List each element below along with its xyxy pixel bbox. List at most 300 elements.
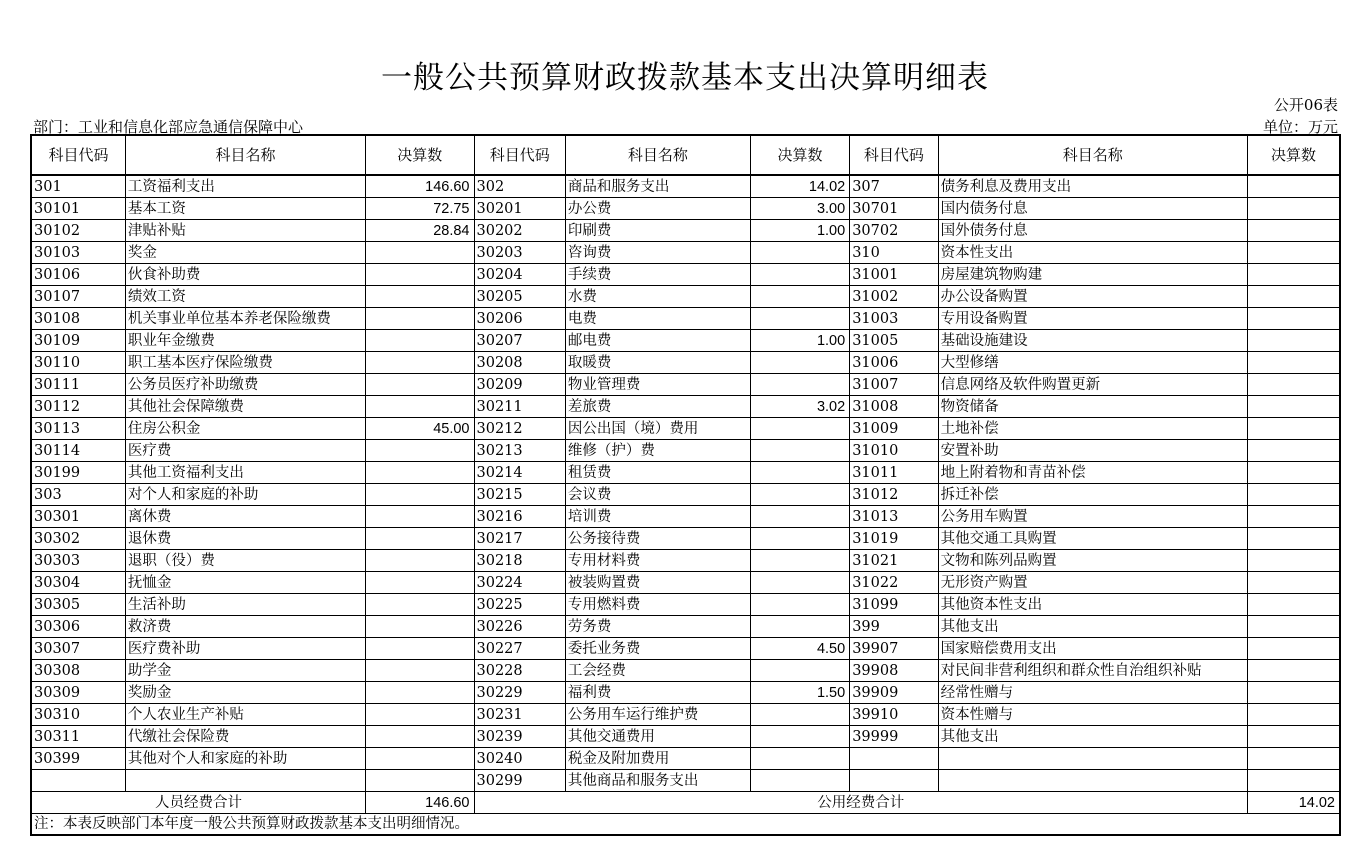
name-cell-2: 邮电费: [565, 330, 750, 352]
amount-cell-2: [750, 726, 849, 748]
amount-cell-2: [750, 484, 849, 506]
name-cell-3: 专用设备购置: [938, 308, 1247, 330]
code-cell-1: 30110: [31, 352, 125, 374]
amount-cell-1: [366, 308, 474, 330]
name-cell-3: 公务用车购置: [938, 506, 1247, 528]
code-cell-1: 30306: [31, 616, 125, 638]
name-cell-1: 代缴社会保险费: [125, 726, 365, 748]
personnel-total-label: 人员经费合计: [31, 792, 366, 814]
name-cell-1: 住房公积金: [125, 418, 365, 440]
name-cell-1: 其他对个人和家庭的补助: [125, 748, 365, 770]
name-cell-2: 其他交通费用: [565, 726, 750, 748]
code-cell-2: 30208: [474, 352, 565, 374]
amount-cell-3: [1248, 330, 1341, 352]
amount-cell-1: [366, 374, 474, 396]
amount-cell-1: [366, 594, 474, 616]
code-cell-3: 31013: [850, 506, 938, 528]
code-cell-1: 30308: [31, 660, 125, 682]
code-cell-2: 30216: [474, 506, 565, 528]
name-cell-2: 差旅费: [565, 396, 750, 418]
name-cell-3: 大型修缮: [938, 352, 1247, 374]
header-code-1: 科目代码: [31, 135, 125, 175]
name-cell-1: 绩效工资: [125, 286, 365, 308]
code-cell-3: 31010: [850, 440, 938, 462]
table-row: [31, 528, 1340, 550]
note-row: [31, 814, 1340, 836]
amount-cell-2: [750, 462, 849, 484]
amount-cell-1: [366, 704, 474, 726]
name-cell-3: 其他资本性支出: [938, 594, 1247, 616]
name-cell-2: 税金及附加费用: [565, 748, 750, 770]
header-name-3: 科目名称: [938, 135, 1247, 175]
code-cell-2: 30217: [474, 528, 565, 550]
code-cell-1: 30111: [31, 374, 125, 396]
code-cell-3: 39908: [850, 660, 938, 682]
name-cell-1: 离休费: [125, 506, 365, 528]
code-cell-2: 30206: [474, 308, 565, 330]
amount-cell-1: [366, 660, 474, 682]
table-row: [31, 198, 1340, 220]
name-cell-2: 商品和服务支出: [565, 175, 750, 198]
code-cell-2: 30239: [474, 726, 565, 748]
amount-cell-2: [750, 616, 849, 638]
table-row: [31, 242, 1340, 264]
amount-cell-3: [1248, 726, 1341, 748]
amount-cell-1: 45.00: [366, 418, 474, 440]
table-row: [31, 330, 1340, 352]
code-cell-3: 310: [850, 242, 938, 264]
name-cell-2: 电费: [565, 308, 750, 330]
table-row: [31, 374, 1340, 396]
code-cell-1: 30114: [31, 440, 125, 462]
amount-cell-1: [366, 550, 474, 572]
table-row: [31, 440, 1340, 462]
amount-cell-3: [1248, 616, 1341, 638]
name-cell-1: 退职（役）费: [125, 550, 365, 572]
name-cell-1: 职业年金缴费: [125, 330, 365, 352]
table-row: [31, 594, 1340, 616]
amount-cell-1: [366, 440, 474, 462]
amount-cell-3: [1248, 220, 1341, 242]
name-cell-1: 奖金: [125, 242, 365, 264]
amount-cell-2: [750, 748, 849, 770]
name-cell-1: 退休费: [125, 528, 365, 550]
code-cell-1: 30302: [31, 528, 125, 550]
department-label: 部门：工业和信息化部应急通信保障中心: [33, 118, 304, 136]
amount-cell-3: [1248, 198, 1341, 220]
code-cell-2: 30229: [474, 682, 565, 704]
table-row: [31, 484, 1340, 506]
amount-cell-3: [1248, 638, 1341, 660]
page-title: 一般公共预算财政拨款基本支出决算明细表: [381, 60, 989, 96]
code-cell-2: 30225: [474, 594, 565, 616]
amount-cell-3: [1248, 682, 1341, 704]
code-cell-2: 30228: [474, 660, 565, 682]
name-cell-2: 办公费: [565, 198, 750, 220]
personnel-total-value: 146.60: [366, 792, 474, 814]
name-cell-2: 因公出国（境）费用: [565, 418, 750, 440]
name-cell-3: 对民间非营利组织和群众性自治组织补贴: [938, 660, 1247, 682]
name-cell-3: [938, 770, 1247, 792]
name-cell-1: 工资福利支出: [125, 175, 365, 198]
code-cell-1: 30304: [31, 572, 125, 594]
amount-cell-1: [366, 638, 474, 660]
name-cell-1: 公务员医疗补助缴费: [125, 374, 365, 396]
name-cell-1: 对个人和家庭的补助: [125, 484, 365, 506]
amount-cell-3: [1248, 528, 1341, 550]
name-cell-1: 其他工资福利支出: [125, 462, 365, 484]
name-cell-1: 个人农业生产补贴: [125, 704, 365, 726]
code-cell-2: 30209: [474, 374, 565, 396]
name-cell-3: 信息网络及软件购置更新: [938, 374, 1247, 396]
name-cell-3: 国家赔偿费用支出: [938, 638, 1247, 660]
header-code-3: 科目代码: [850, 135, 938, 175]
header-amount-1: 决算数: [366, 135, 474, 175]
name-cell-3: 土地补偿: [938, 418, 1247, 440]
amount-cell-1: [366, 616, 474, 638]
amount-cell-3: [1248, 462, 1341, 484]
amount-cell-2: [750, 352, 849, 374]
name-cell-2: 租赁费: [565, 462, 750, 484]
amount-cell-2: 4.50: [750, 638, 849, 660]
amount-cell-2: [750, 528, 849, 550]
table-row: [31, 220, 1340, 242]
name-cell-2: 手续费: [565, 264, 750, 286]
name-cell-1: 伙食补助费: [125, 264, 365, 286]
code-cell-3: 30702: [850, 220, 938, 242]
code-cell-2: 30227: [474, 638, 565, 660]
code-cell-1: 301: [31, 175, 125, 198]
table-row: [31, 550, 1340, 572]
code-cell-2: 30203: [474, 242, 565, 264]
code-cell-1: 30305: [31, 594, 125, 616]
amount-cell-1: [366, 528, 474, 550]
table-body: [31, 175, 1340, 792]
amount-cell-1: 146.60: [366, 175, 474, 198]
name-cell-3: 经常性赠与: [938, 682, 1247, 704]
amount-cell-3: [1248, 374, 1341, 396]
code-cell-1: [31, 770, 125, 792]
code-cell-3: 31009: [850, 418, 938, 440]
code-cell-1: 30106: [31, 264, 125, 286]
name-cell-3: 国内债务付息: [938, 198, 1247, 220]
amount-cell-2: [750, 242, 849, 264]
name-cell-2: 公务用车运行维护费: [565, 704, 750, 726]
amount-cell-2: 3.00: [750, 198, 849, 220]
amount-cell-1: [366, 506, 474, 528]
code-cell-3: 31002: [850, 286, 938, 308]
code-cell-3: 399: [850, 616, 938, 638]
name-cell-3: 基础设施建设: [938, 330, 1247, 352]
amount-cell-3: [1248, 418, 1341, 440]
code-cell-2: 30212: [474, 418, 565, 440]
amount-cell-1: [366, 770, 474, 792]
name-cell-1: 津贴补贴: [125, 220, 365, 242]
amount-cell-2: [750, 264, 849, 286]
code-cell-1: 30113: [31, 418, 125, 440]
name-cell-3: 资本性赠与: [938, 704, 1247, 726]
table-row: [31, 506, 1340, 528]
code-cell-3: 31019: [850, 528, 938, 550]
table-row: [31, 286, 1340, 308]
code-cell-1: 30199: [31, 462, 125, 484]
amount-cell-1: [366, 462, 474, 484]
name-cell-2: 专用燃料费: [565, 594, 750, 616]
amount-cell-1: [366, 682, 474, 704]
code-cell-2: 30202: [474, 220, 565, 242]
amount-cell-2: [750, 308, 849, 330]
amount-cell-3: [1248, 175, 1341, 198]
code-cell-1: 30102: [31, 220, 125, 242]
code-cell-2: 30224: [474, 572, 565, 594]
amount-cell-2: 1.00: [750, 330, 849, 352]
code-cell-1: 30399: [31, 748, 125, 770]
amount-cell-1: 72.75: [366, 198, 474, 220]
header-code-2: 科目代码: [474, 135, 565, 175]
form-number: 公开06表: [1273, 96, 1338, 114]
name-cell-1: 其他社会保障缴费: [125, 396, 365, 418]
name-cell-3: 资本性支出: [938, 242, 1247, 264]
name-cell-1: 抚恤金: [125, 572, 365, 594]
name-cell-2: 工会经费: [565, 660, 750, 682]
table-row: [31, 175, 1340, 198]
amount-cell-1: [366, 264, 474, 286]
amount-cell-1: [366, 572, 474, 594]
public-total-value: 14.02: [1248, 792, 1341, 814]
unit-label: 单位：万元: [1262, 118, 1338, 136]
name-cell-3: 国外债务付息: [938, 220, 1247, 242]
amount-cell-1: [366, 484, 474, 506]
name-cell-3: 其他交通工具购置: [938, 528, 1247, 550]
table-row: [31, 770, 1340, 792]
code-cell-1: 30307: [31, 638, 125, 660]
code-cell-3: 31001: [850, 264, 938, 286]
code-cell-1: 30310: [31, 704, 125, 726]
amount-cell-2: [750, 440, 849, 462]
amount-cell-2: [750, 660, 849, 682]
expenditure-table: [30, 134, 1341, 836]
code-cell-1: 30303: [31, 550, 125, 572]
amount-cell-3: [1248, 484, 1341, 506]
public-total-label: 公用经费合计: [474, 792, 1248, 814]
amount-cell-2: 14.02: [750, 175, 849, 198]
amount-cell-2: [750, 374, 849, 396]
name-cell-2: 劳务费: [565, 616, 750, 638]
code-cell-3: 31005: [850, 330, 938, 352]
name-cell-2: 培训费: [565, 506, 750, 528]
amount-cell-3: [1248, 572, 1341, 594]
code-cell-3: [850, 748, 938, 770]
code-cell-2: 30201: [474, 198, 565, 220]
amount-cell-2: 3.02: [750, 396, 849, 418]
code-cell-1: 30309: [31, 682, 125, 704]
name-cell-3: 其他支出: [938, 616, 1247, 638]
table-note: 注：本表反映部门本年度一般公共预算财政拨款基本支出明细情况。: [31, 814, 1340, 836]
name-cell-1: 机关事业单位基本养老保险缴费: [125, 308, 365, 330]
amount-cell-1: [366, 748, 474, 770]
code-cell-3: 31011: [850, 462, 938, 484]
name-cell-1: 职工基本医疗保险缴费: [125, 352, 365, 374]
amount-cell-3: [1248, 748, 1341, 770]
amount-cell-2: [750, 572, 849, 594]
name-cell-3: 物资储备: [938, 396, 1247, 418]
name-cell-3: 文物和陈列品购置: [938, 550, 1247, 572]
code-cell-2: 30211: [474, 396, 565, 418]
name-cell-3: 其他支出: [938, 726, 1247, 748]
table-row: [31, 352, 1340, 374]
name-cell-1: 医疗费补助: [125, 638, 365, 660]
code-cell-3: 31007: [850, 374, 938, 396]
amount-cell-2: [750, 286, 849, 308]
code-cell-3: 31021: [850, 550, 938, 572]
amount-cell-2: 1.00: [750, 220, 849, 242]
name-cell-3: 办公设备购置: [938, 286, 1247, 308]
amount-cell-3: [1248, 770, 1341, 792]
code-cell-3: 31008: [850, 396, 938, 418]
name-cell-2: 福利费: [565, 682, 750, 704]
name-cell-3: 债务利息及费用支出: [938, 175, 1247, 198]
code-cell-1: 30108: [31, 308, 125, 330]
name-cell-2: 维修（护）费: [565, 440, 750, 462]
code-cell-2: 30299: [474, 770, 565, 792]
totals-row: [31, 792, 1340, 814]
code-cell-2: 30214: [474, 462, 565, 484]
amount-cell-3: [1248, 286, 1341, 308]
amount-cell-3: [1248, 352, 1341, 374]
amount-cell-3: [1248, 594, 1341, 616]
table-row: [31, 308, 1340, 330]
amount-cell-3: [1248, 550, 1341, 572]
code-cell-3: [850, 770, 938, 792]
table-row: [31, 264, 1340, 286]
amount-cell-2: [750, 418, 849, 440]
name-cell-1: [125, 770, 365, 792]
code-cell-2: 30215: [474, 484, 565, 506]
code-cell-3: 31012: [850, 484, 938, 506]
table-row: [31, 572, 1340, 594]
table-row: [31, 682, 1340, 704]
code-cell-2: 30213: [474, 440, 565, 462]
table-row: [31, 660, 1340, 682]
amount-cell-3: [1248, 396, 1341, 418]
code-cell-3: 31006: [850, 352, 938, 374]
name-cell-3: 拆迁补偿: [938, 484, 1247, 506]
header-row: [31, 135, 1340, 175]
code-cell-3: 39907: [850, 638, 938, 660]
amount-cell-1: [366, 396, 474, 418]
code-cell-3: 31022: [850, 572, 938, 594]
name-cell-2: 会议费: [565, 484, 750, 506]
table-row: [31, 704, 1340, 726]
table-row: [31, 726, 1340, 748]
name-cell-2: 其他商品和服务支出: [565, 770, 750, 792]
code-cell-1: 30107: [31, 286, 125, 308]
code-cell-2: 302: [474, 175, 565, 198]
amount-cell-1: [366, 726, 474, 748]
code-cell-2: 30207: [474, 330, 565, 352]
name-cell-3: 地上附着物和青苗补偿: [938, 462, 1247, 484]
code-cell-3: 39910: [850, 704, 938, 726]
amount-cell-2: [750, 550, 849, 572]
amount-cell-1: [366, 286, 474, 308]
amount-cell-3: [1248, 660, 1341, 682]
name-cell-3: 房屋建筑物购建: [938, 264, 1247, 286]
amount-cell-2: [750, 770, 849, 792]
code-cell-1: 30112: [31, 396, 125, 418]
amount-cell-1: 28.84: [366, 220, 474, 242]
code-cell-1: 30301: [31, 506, 125, 528]
name-cell-2: 专用材料费: [565, 550, 750, 572]
name-cell-1: 助学金: [125, 660, 365, 682]
amount-cell-1: [366, 242, 474, 264]
amount-cell-2: 1.50: [750, 682, 849, 704]
name-cell-2: 水费: [565, 286, 750, 308]
header-amount-3: 决算数: [1248, 135, 1341, 175]
table-row: [31, 638, 1340, 660]
code-cell-3: 307: [850, 175, 938, 198]
header-name-2: 科目名称: [565, 135, 750, 175]
amount-cell-2: [750, 594, 849, 616]
amount-cell-1: [366, 330, 474, 352]
name-cell-3: [938, 748, 1247, 770]
code-cell-3: 30701: [850, 198, 938, 220]
amount-cell-3: [1248, 506, 1341, 528]
code-cell-3: 39999: [850, 726, 938, 748]
header-name-1: 科目名称: [125, 135, 365, 175]
table-row: [31, 748, 1340, 770]
code-cell-2: 30204: [474, 264, 565, 286]
name-cell-1: 奖励金: [125, 682, 365, 704]
name-cell-2: 印刷费: [565, 220, 750, 242]
code-cell-2: 30226: [474, 616, 565, 638]
name-cell-2: 取暖费: [565, 352, 750, 374]
amount-cell-1: [366, 352, 474, 374]
code-cell-2: 30231: [474, 704, 565, 726]
name-cell-3: 无形资产购置: [938, 572, 1247, 594]
header-amount-2: 决算数: [750, 135, 849, 175]
name-cell-2: 公务接待费: [565, 528, 750, 550]
amount-cell-3: [1248, 242, 1341, 264]
code-cell-1: 30311: [31, 726, 125, 748]
code-cell-2: 30218: [474, 550, 565, 572]
name-cell-1: 医疗费: [125, 440, 365, 462]
amount-cell-3: [1248, 308, 1341, 330]
name-cell-3: 安置补助: [938, 440, 1247, 462]
name-cell-1: 基本工资: [125, 198, 365, 220]
amount-cell-2: [750, 704, 849, 726]
name-cell-1: 救济费: [125, 616, 365, 638]
code-cell-1: 303: [31, 484, 125, 506]
table-row: [31, 462, 1340, 484]
amount-cell-3: [1248, 264, 1341, 286]
table-row: [31, 616, 1340, 638]
code-cell-3: 31099: [850, 594, 938, 616]
code-cell-1: 30101: [31, 198, 125, 220]
amount-cell-2: [750, 506, 849, 528]
code-cell-3: 31003: [850, 308, 938, 330]
amount-cell-3: [1248, 704, 1341, 726]
code-cell-1: 30103: [31, 242, 125, 264]
amount-cell-3: [1248, 440, 1341, 462]
name-cell-2: 物业管理费: [565, 374, 750, 396]
name-cell-2: 委托业务费: [565, 638, 750, 660]
name-cell-2: 被装购置费: [565, 572, 750, 594]
table-row: [31, 418, 1340, 440]
name-cell-1: 生活补助: [125, 594, 365, 616]
code-cell-2: 30240: [474, 748, 565, 770]
code-cell-2: 30205: [474, 286, 565, 308]
name-cell-2: 咨询费: [565, 242, 750, 264]
